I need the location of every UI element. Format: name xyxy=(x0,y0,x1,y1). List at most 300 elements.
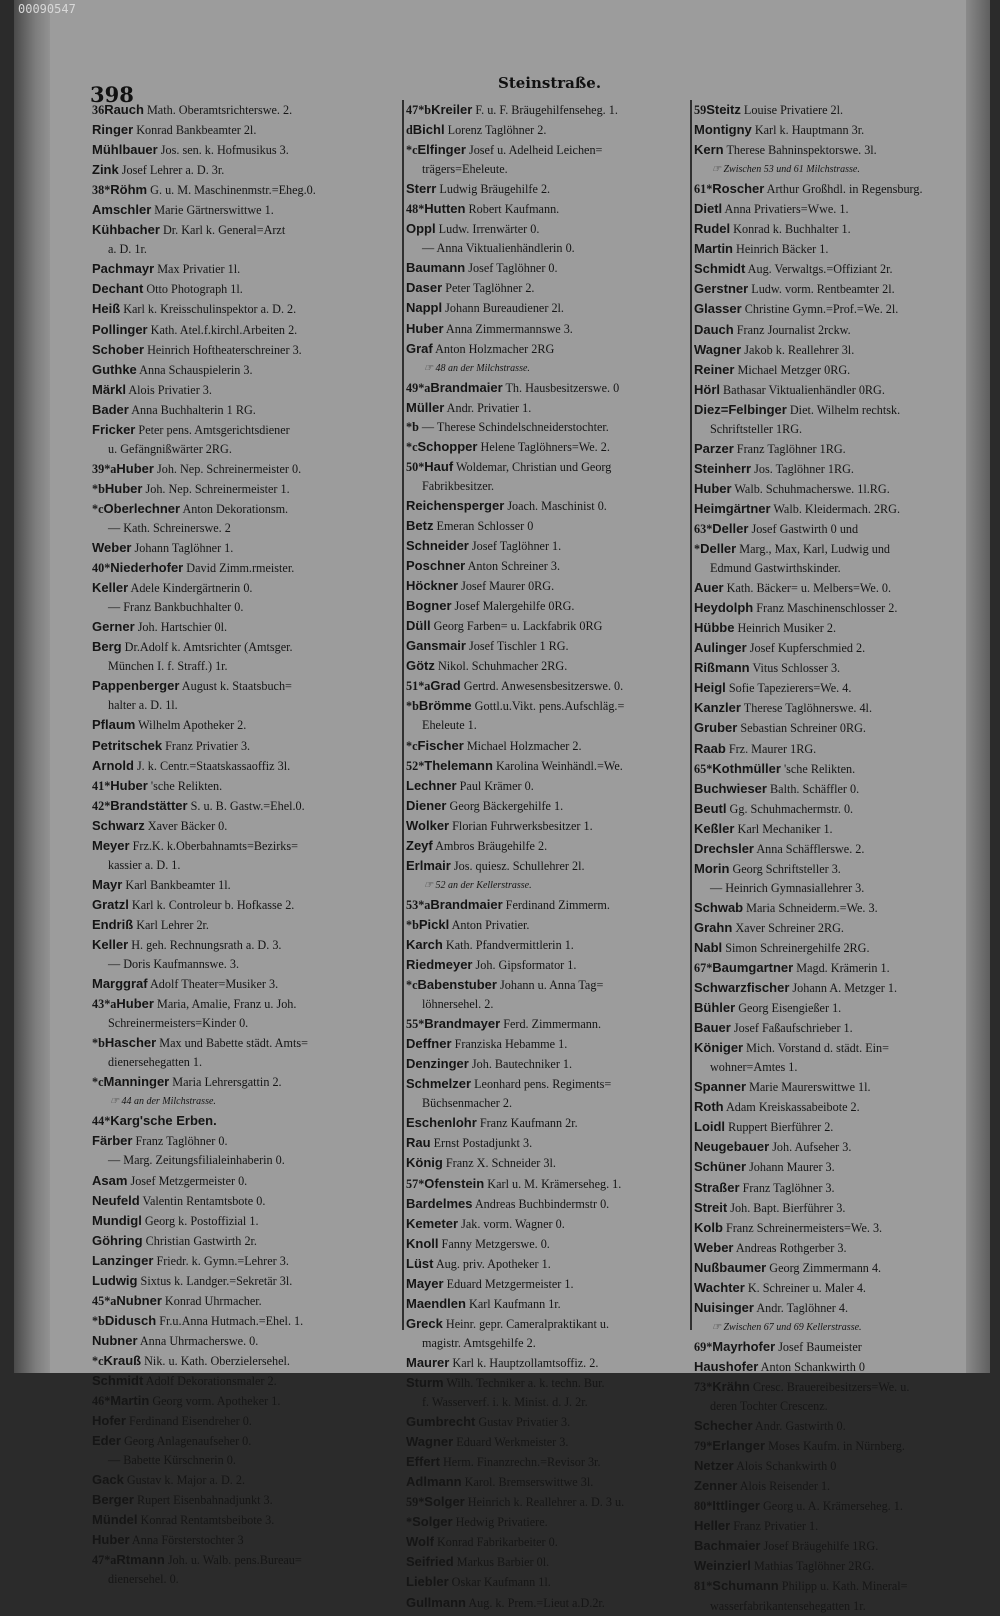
street-note: ☞ 52 an der Kellerstrasse. xyxy=(424,879,532,891)
entry-continuation: — Babette Kürschnerin 0. xyxy=(108,1453,236,1468)
entry-continuation: München I. f. Straff.) 1r. xyxy=(108,659,228,674)
resident-name: Seifried xyxy=(406,1554,454,1570)
resident-name: Sterr xyxy=(406,181,437,197)
directory-entry xyxy=(406,1014,686,1034)
entry-detail: Peter pens. Amtsgerichtsdiener xyxy=(135,422,290,437)
entry-detail: Diet. Wilhelm rechtsk. xyxy=(786,402,901,417)
house-number: *b xyxy=(406,917,419,932)
directory-entry xyxy=(406,1353,686,1373)
house-number: 52* xyxy=(406,758,425,773)
directory-entry xyxy=(694,1416,970,1436)
entry-detail: Bathasar Viktualienhändler 0RG. xyxy=(720,382,885,397)
resident-name: Martin xyxy=(110,1393,150,1409)
directory-entry xyxy=(406,1034,686,1054)
entry-detail: Karl Kaufmann 1r. xyxy=(465,1296,561,1311)
entry-detail: Georg k. Postoffizial 1. xyxy=(141,1213,259,1228)
resident-name: Röhm xyxy=(110,182,148,198)
resident-name: Nußbaumer xyxy=(694,1259,767,1275)
entry-detail: Adele Kindergärtnerin 0. xyxy=(128,581,253,596)
directory-entry xyxy=(694,1157,970,1177)
entry-detail: Wilh. Techniker a. k. techn. Bur. xyxy=(443,1376,605,1390)
entry-continuation: magistr. Amtsgehilfe 2. xyxy=(422,1335,536,1350)
directory-entry xyxy=(406,398,686,418)
entry-detail: Josef Maurer 0RG. xyxy=(458,579,555,594)
resident-name: Gumbrecht xyxy=(406,1414,476,1430)
resident-name: Bichl xyxy=(412,122,445,138)
entry-detail: Marie Maurerswittwe 1l. xyxy=(746,1080,871,1095)
entry-continuation: — Kath. Schreinerswe. 2 xyxy=(108,520,231,535)
entry-detail: Joh. Bautechniker 1. xyxy=(468,1057,573,1072)
resident-name: Krähn xyxy=(712,1379,750,1394)
house-number: 59* xyxy=(406,1495,425,1510)
entry-detail: Franz Kaufmann 2r. xyxy=(476,1116,578,1131)
directory-entry xyxy=(406,1153,686,1173)
resident-name: Keller xyxy=(92,580,129,596)
directory-entry xyxy=(92,1371,400,1391)
entry-detail: Louise Privatiere 2l. xyxy=(740,103,844,117)
entry-detail: Joh. u. Walb. pens.Bureau= xyxy=(164,1553,302,1568)
resident-name: Bühler xyxy=(694,1000,736,1016)
entry-detail: Karl Bankbeamter 1l. xyxy=(122,877,231,892)
entry-detail: Leonhard pens. Regiments= xyxy=(471,1077,612,1092)
resident-name: Nappl xyxy=(406,300,443,316)
directory-entry xyxy=(92,220,400,240)
resident-name: Schwarzfischer xyxy=(694,980,790,996)
directory-entry xyxy=(406,856,686,876)
resident-name: Königer xyxy=(694,1040,744,1056)
entry-detail: Max und Babette städt. Amts= xyxy=(156,1036,308,1051)
entry-detail: Franz X. Schneider 3l. xyxy=(442,1156,556,1171)
directory-entry xyxy=(92,676,400,696)
directory-entry xyxy=(406,975,686,995)
directory-page xyxy=(14,0,990,1613)
resident-name: Bogner xyxy=(406,598,452,614)
resident-name: Nuisinger xyxy=(694,1299,754,1315)
entry-detail: Georg Farben= u. Lackfabrik 0RG xyxy=(430,619,603,634)
directory-entry xyxy=(406,1214,686,1234)
directory-entry xyxy=(92,140,400,160)
house-number: 46* xyxy=(92,1394,111,1409)
entry-detail: Max Privatier 1l. xyxy=(154,262,241,277)
resident-name: Aulinger xyxy=(694,640,747,656)
entry-detail: Eduard Werkmeister 3. xyxy=(453,1435,569,1450)
entry-detail: Johann Taglöhner 1. xyxy=(131,541,234,556)
entry-detail: Xaver Bäcker 0. xyxy=(144,818,228,833)
entry-detail: Anna Privatiers=Wwe. 1. xyxy=(722,202,849,217)
entry-detail: Heinrich Hoftheaterschreiner 3. xyxy=(144,342,302,357)
directory-entry xyxy=(92,299,400,319)
house-number: *b xyxy=(406,419,419,434)
entry-detail: Kath. Atel.f.kirchl.Arbeiten 2. xyxy=(147,322,298,337)
entry-detail: Anna Försterstochter 3 xyxy=(129,1533,244,1548)
directory-entry xyxy=(694,1178,970,1198)
directory-entry xyxy=(92,259,400,279)
entry-detail: Anton Privatier. xyxy=(449,917,530,932)
entry-detail: Johann A. Metzger 1. xyxy=(789,981,898,996)
entry-continuation: dienersehel. 0. xyxy=(108,1572,179,1587)
entry-detail: Anna Zimmermannswe 3. xyxy=(443,321,573,336)
resident-name: Mundigl xyxy=(92,1212,142,1228)
resident-name: Schwab xyxy=(694,899,744,915)
directory-entry xyxy=(694,400,970,420)
entry-detail: Anton Dekorationsm. xyxy=(180,501,289,516)
directory-entry xyxy=(92,875,400,895)
directory-entry xyxy=(694,279,970,299)
resident-name: Wagner xyxy=(406,1434,454,1450)
resident-name: Maendlen xyxy=(406,1295,466,1311)
directory-entry xyxy=(406,319,686,339)
directory-entry xyxy=(694,638,970,658)
resident-name: Pachmayr xyxy=(92,261,155,277)
resident-name: Guthke xyxy=(92,361,137,377)
directory-entry xyxy=(694,259,970,279)
entry-continuation: a. D. 1r. xyxy=(108,242,147,257)
directory-entry xyxy=(92,1550,400,1570)
directory-entry xyxy=(694,718,970,738)
directory-entry xyxy=(406,437,686,457)
resident-name: Pflaum xyxy=(92,717,136,733)
resident-name: Reiner xyxy=(694,361,735,377)
entry-detail: H. geh. Rechnungsrath a. D. 3. xyxy=(128,937,282,952)
house-number: *c xyxy=(406,143,418,158)
entry-detail: Lorenz Taglöhner 2. xyxy=(444,123,547,138)
house-number: 38* xyxy=(92,183,111,198)
column-3 xyxy=(694,100,970,1616)
directory-entry xyxy=(92,1470,400,1490)
resident-name: Haushofer xyxy=(694,1358,759,1374)
entry-detail: Frz. Maurer 1RG. xyxy=(725,741,817,756)
directory-entry xyxy=(406,1133,686,1153)
entry-detail: Christian Gastwirth 2r. xyxy=(142,1233,257,1248)
entry-detail: Karl k. Hauptmann 3r. xyxy=(751,123,865,138)
directory-entry xyxy=(92,974,400,994)
entry-detail: Walb. Schuhmacherswe. 1l.RG. xyxy=(731,481,890,496)
entry-detail: Maria Lehrersgattin 2. xyxy=(169,1075,282,1090)
resident-name: Elfinger xyxy=(417,142,466,158)
directory-entry xyxy=(92,915,400,935)
entry-detail: Gottl.u.Vikt. pens.Aufschläg.= xyxy=(471,699,625,714)
resident-name: Dietl xyxy=(694,201,723,217)
entry-detail: Karol. Bremserswittwe 3l. xyxy=(461,1475,594,1490)
directory-entry xyxy=(694,958,970,978)
entry-detail: Florian Fuhrwerksbesitzer 1. xyxy=(449,818,593,833)
resident-name: Daser xyxy=(406,280,443,296)
directory-entry xyxy=(694,1496,970,1516)
resident-name: Pappenberger xyxy=(92,678,180,694)
resident-name: Riedmeyer xyxy=(406,957,473,973)
entry-detail: Alois Privatier 3. xyxy=(125,382,212,397)
entry-detail: Ambros Bräugehilfe 2. xyxy=(432,838,548,853)
entry-detail: Mich. Vorstand d. städt. Ein= xyxy=(743,1041,890,1056)
entry-detail: Rupert Eisenbahnadjunkt 3. xyxy=(133,1493,273,1508)
directory-entry xyxy=(406,1512,686,1532)
directory-entry xyxy=(92,715,400,735)
entry-detail: 'sche Relikten. xyxy=(147,778,223,793)
entry-detail: Heinrich Musiker 2. xyxy=(734,621,836,636)
resident-name: Roth xyxy=(694,1099,724,1115)
entry-detail: Anna Schäfflerswe. 2. xyxy=(753,841,865,856)
entry-detail: Valentin Rentamtsbote 0. xyxy=(139,1193,266,1208)
directory-entry xyxy=(406,199,686,219)
resident-name: Auer xyxy=(694,580,724,596)
entry-detail: Simon Schreinergehilfe 2RG. xyxy=(722,940,870,955)
house-number: 73* xyxy=(694,1380,713,1394)
entry-detail: Moses Kaufm. in Nürnberg. xyxy=(765,1439,905,1454)
directory-entry xyxy=(694,1258,970,1278)
entry-detail: Joh. Hartschier 0l. xyxy=(134,620,228,635)
resident-name: Asam xyxy=(92,1172,128,1188)
resident-name: Diez=Felbinger xyxy=(694,401,787,417)
directory-entry xyxy=(406,1113,686,1133)
resident-name: Brandstätter xyxy=(110,797,188,813)
directory-entry xyxy=(92,935,400,955)
house-number: 48* xyxy=(406,202,425,217)
entry-detail: Kath. Pfandvermittlerin 1. xyxy=(442,937,574,952)
resident-name: Kern xyxy=(694,142,724,158)
directory-entry xyxy=(406,1074,686,1094)
entry-detail: Konrad Fabrikarbeiter 0. xyxy=(433,1535,558,1550)
entry-detail: Georg Eisengießer 1. xyxy=(735,1001,842,1016)
entry-detail: Franz Schreinermeisters=We. 3. xyxy=(722,1220,883,1235)
house-number: 41* xyxy=(92,778,111,793)
resident-name: Lanzinger xyxy=(92,1252,154,1268)
resident-name: Märkl xyxy=(92,381,126,397)
directory-entry xyxy=(694,1137,970,1157)
entry-detail: Fr.u.Anna Hutmach.=Ehel. 1. xyxy=(156,1313,304,1328)
entry-detail: Jak. vorm. Wagner 0. xyxy=(458,1216,565,1231)
entry-detail: Maria, Amalie, Franz u. Joh. xyxy=(153,997,297,1012)
entry-detail: Anna Uhrmacherswe. 0. xyxy=(137,1333,259,1348)
resident-name: Huber xyxy=(116,996,154,1012)
resident-name: Meyer xyxy=(92,837,130,853)
resident-name: Oppl xyxy=(406,221,436,237)
entry-detail: Ruppert Bierführer 2. xyxy=(725,1120,834,1135)
directory-entry xyxy=(406,120,686,140)
directory-entry xyxy=(406,1593,686,1613)
resident-name: Nubner xyxy=(116,1292,162,1308)
house-number: 44* xyxy=(92,1114,111,1129)
entry-continuation: Schriftsteller 1RG. xyxy=(710,421,803,436)
resident-name: Brömme xyxy=(418,698,472,714)
entry-detail: Cresc. Brauereibesitzers=We. u. xyxy=(749,1380,910,1394)
entry-detail: Karl Mechaniker 1. xyxy=(734,821,833,836)
street-header: Steinstraße. xyxy=(498,74,602,92)
directory-entry xyxy=(694,799,970,819)
directory-entry xyxy=(694,1476,970,1496)
entry-detail: Emeran Schlosser 0 xyxy=(433,518,534,533)
house-number: 79* xyxy=(694,1439,713,1454)
entry-detail: Josef Baumeister xyxy=(775,1339,862,1354)
column-1 xyxy=(92,100,400,1590)
resident-name: Bachmaier xyxy=(694,1538,761,1554)
entry-detail: S. u. B. Gastw.=Ehel.0. xyxy=(187,798,305,813)
entry-detail: Anna Schauspielerin 3. xyxy=(136,362,253,377)
directory-entry xyxy=(92,1231,400,1251)
resident-name: Erlanger xyxy=(712,1438,766,1454)
entry-detail: Fanny Metzgerswe. 0. xyxy=(438,1236,550,1251)
resident-name: Grad xyxy=(430,678,461,694)
entry-detail: Karl u. M. Krämerseheg. 1. xyxy=(484,1176,622,1191)
resident-name: Dechant xyxy=(92,281,144,297)
resident-name: Martin xyxy=(694,241,733,257)
entry-detail: Gustav k. Major a. D. 2. xyxy=(123,1473,245,1488)
entry-detail: Jos. quiesz. Schullehrer 2l. xyxy=(450,858,585,873)
directory-entry xyxy=(406,1254,686,1274)
street-note: ☞ Zwischen 67 und 69 Kellerstrasse. xyxy=(712,1321,862,1333)
resident-name: Zeyf xyxy=(406,837,433,853)
directory-entry xyxy=(694,1198,970,1218)
directory-entry xyxy=(92,617,400,637)
house-number: *c xyxy=(406,738,418,753)
resident-name: Karch xyxy=(406,936,443,952)
entry-detail: Michael Metzger 0RG. xyxy=(734,362,851,377)
directory-entry xyxy=(406,836,686,856)
entry-detail: Franz Privatier 1. xyxy=(730,1519,819,1534)
resident-name: Fricker xyxy=(92,421,136,437)
resident-name: Eder xyxy=(92,1433,121,1449)
directory-entry xyxy=(406,1234,686,1254)
directory-entry xyxy=(406,1452,686,1472)
resident-name: Ringer xyxy=(92,122,134,138)
resident-name: Schneider xyxy=(406,538,469,554)
entry-detail: Joach. Maschinist 0. xyxy=(504,498,607,513)
entry-continuation: — Marg. Zeitungsfilialeinhaberin 0. xyxy=(108,1153,285,1168)
resident-name: Schopper xyxy=(417,438,478,454)
entry-detail: Gustav Privatier 3. xyxy=(475,1415,571,1430)
entry-detail: Nik. u. Kath. Oberzielersehel. xyxy=(141,1353,290,1368)
resident-name: Streit xyxy=(694,1199,728,1215)
directory-entry xyxy=(694,320,970,340)
directory-entry xyxy=(92,1191,400,1211)
resident-name: Thelemann xyxy=(424,757,493,773)
directory-entry xyxy=(406,1174,686,1194)
entry-detail: Georg Zimmermann 4. xyxy=(766,1260,882,1275)
house-number: 47*b xyxy=(406,103,432,117)
entry-detail: Aug. k. Prem.=Lieut a.D.2r. xyxy=(465,1595,605,1610)
resident-name: Weber xyxy=(92,540,132,556)
entry-detail: Gertrd. Anwesensbesitzerswe. 0. xyxy=(460,679,624,694)
directory-entry xyxy=(406,596,686,616)
house-number: 47*a xyxy=(92,1553,117,1568)
directory-entry xyxy=(694,1337,970,1357)
directory-entry xyxy=(694,1097,970,1117)
resident-name: Höckner xyxy=(406,578,459,594)
resident-name: Mayer xyxy=(406,1275,444,1291)
entry-detail: Heinr. gepr. Cameralpraktikant u. xyxy=(442,1316,610,1331)
entry-detail: Markus Barbier 0l. xyxy=(453,1555,550,1570)
resident-name: Mayrhofer xyxy=(712,1338,776,1354)
directory-entry xyxy=(92,100,400,120)
directory-entry xyxy=(92,1111,400,1131)
entry-detail: Franz Taglöhner 0. xyxy=(132,1134,228,1149)
house-number: 61* xyxy=(694,182,713,197)
entry-detail: Frz.K. k.Oberbahnamts=Bezirks= xyxy=(129,838,299,853)
directory-entry xyxy=(694,459,970,479)
resident-name: Mühlbauer xyxy=(92,142,158,158)
entry-detail: Sebastian Schreiner 0RG. xyxy=(737,721,866,736)
resident-name: Huber xyxy=(110,777,148,793)
entry-detail: Jos. sen. k. Hofmusikus 3. xyxy=(157,143,289,158)
entry-detail: Josef Tischler 1 RG. xyxy=(465,639,569,654)
entry-continuation: wohner=Amtes 1. xyxy=(710,1060,798,1075)
resident-name: Kreiler xyxy=(431,102,473,117)
directory-entry xyxy=(406,378,686,398)
entry-detail: Woldemar, Christian und Georg xyxy=(453,459,612,474)
entry-detail: Sofie Tapezierers=We. 4. xyxy=(725,681,852,696)
directory-entry xyxy=(694,1456,970,1476)
column-2 xyxy=(406,100,686,1613)
directory-entry xyxy=(92,1510,400,1530)
entry-detail: August k. Staatsbuch= xyxy=(179,679,292,694)
directory-entry xyxy=(694,1218,970,1238)
entry-continuation: Edmund Gastwirthskinder. xyxy=(710,561,841,576)
directory-entry xyxy=(694,918,970,938)
directory-entry xyxy=(406,278,686,298)
directory-entry xyxy=(406,258,686,278)
directory-entry xyxy=(92,200,400,220)
resident-name: Götz xyxy=(406,658,435,674)
resident-name: Gansmair xyxy=(406,638,466,654)
entry-detail: Josef Faßaufschrieber 1. xyxy=(730,1021,853,1036)
street-note: ☞ 44 an der Milchstrasse. xyxy=(110,1096,216,1108)
resident-name: Neufeld xyxy=(92,1192,140,1208)
directory-entry xyxy=(92,420,400,440)
entry-detail: Andr. Privatier 1. xyxy=(444,400,532,415)
entry-detail: Karl Lehrer 2r. xyxy=(133,917,209,932)
resident-name: Göhring xyxy=(92,1232,143,1248)
entry-detail: Joh. Nep. Schreinermeister 0. xyxy=(153,461,302,476)
directory-entry xyxy=(406,756,686,776)
resident-name: Müller xyxy=(406,399,445,415)
directory-entry xyxy=(694,1238,970,1258)
directory-entry xyxy=(92,756,400,776)
directory-entry xyxy=(694,360,970,380)
house-number: *b xyxy=(406,699,419,714)
directory-entry xyxy=(406,457,686,477)
house-number: 42* xyxy=(92,798,111,813)
resident-name: Huber xyxy=(116,460,154,476)
resident-name: Huber xyxy=(92,1532,130,1548)
resident-name: Neugebauer xyxy=(694,1139,770,1155)
directory-entry xyxy=(92,120,400,140)
resident-name: Buchwieser xyxy=(694,780,767,796)
resident-name: Brandmaier xyxy=(430,379,503,395)
resident-name: Gratzl xyxy=(92,896,129,912)
resident-name: Kothmüller xyxy=(712,760,781,776)
entry-detail: Karolina Weinhändl.=We. xyxy=(492,758,623,773)
resident-name: Krauß xyxy=(103,1352,142,1368)
house-number: 40* xyxy=(92,561,111,576)
directory-entry xyxy=(406,796,686,816)
directory-entry xyxy=(694,839,970,859)
directory-entry xyxy=(92,320,400,340)
resident-name: Schmidt xyxy=(694,261,746,277)
resident-name: Marggraf xyxy=(92,976,148,992)
resident-name: Bardelmes xyxy=(406,1195,473,1211)
directory-entry xyxy=(92,1291,400,1311)
resident-name: Deffner xyxy=(406,1036,452,1052)
page-number: 398 xyxy=(90,82,134,107)
resident-name: Glasser xyxy=(694,301,742,317)
resident-name: Netzer xyxy=(694,1458,734,1474)
directory-entry xyxy=(694,439,970,459)
entry-detail: Ferdinand Eisendreher 0. xyxy=(125,1414,252,1429)
directory-entry xyxy=(406,100,686,120)
resident-name: Brandmaier xyxy=(430,896,503,912)
resident-name: Graf xyxy=(406,340,433,356)
entry-detail: Karl k. Hauptzollamtsoffiz. 2. xyxy=(449,1355,599,1370)
resident-name: Rtmann xyxy=(116,1552,165,1568)
